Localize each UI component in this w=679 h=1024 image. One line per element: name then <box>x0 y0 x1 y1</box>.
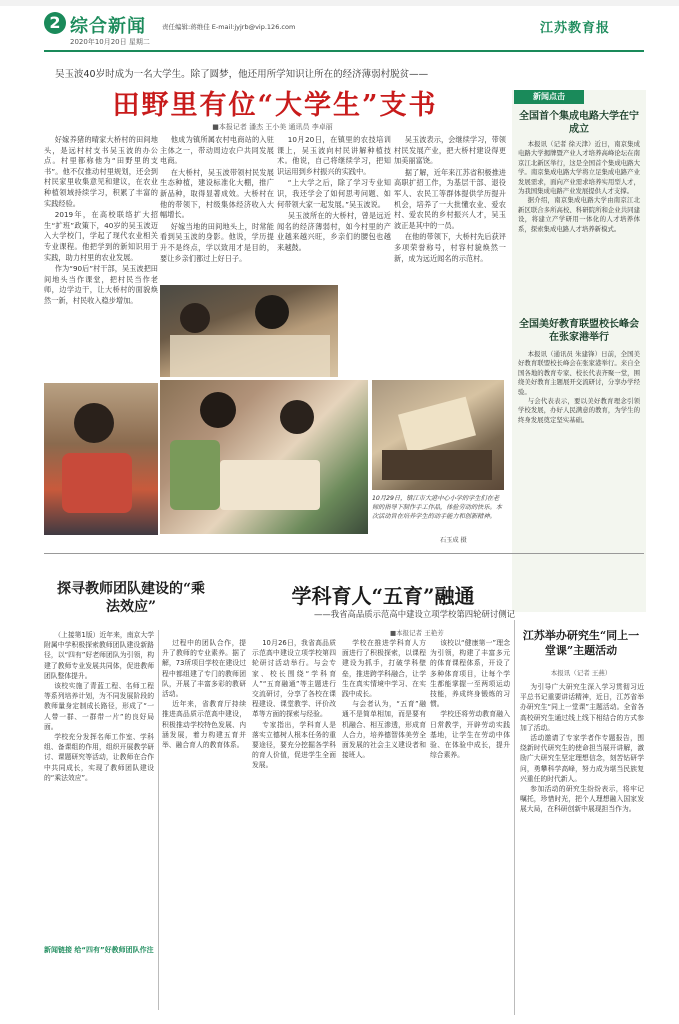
bottom-center-column-4 <box>430 638 510 1013</box>
editor-info: 责任编辑:蒋维佳 E-mail:jyjrb@vip.126.com <box>162 23 296 31</box>
article-column-1 <box>44 135 158 380</box>
paragraph: 学校还将劳动教育融入日常教学，开辟劳动实践基地，让学生在劳动中体验、在体验中成长，提升综合素养。 <box>430 710 510 760</box>
article-subtitle: 吴玉波40岁时成为一名大学生。除了圆梦，他还用所学知识让所在的经济薄弱村脱贫—— <box>55 69 429 80</box>
paragraph: 好嫁当地的田间地头上，时常能看到吴玉波的身影。他说，学历提升不是终点，学以致用才是目的，要让乡亲们都过上好日子。 <box>160 221 274 263</box>
paragraph: 作为“90后”村干部，吴玉波把田间地头当作课堂，把村民当作老师，边学边干，让大桥村的面貌焕然一新，村民收入稳步增加。 <box>44 264 158 305</box>
paragraph: 学校充分发挥名师工作室、学科组、备课组的作用，组织开展教学研讨、课题研究等活动，让教师在合作中共同成长，实现了教师团队建设的“乘法效应”。 <box>44 733 154 782</box>
photo-handcraft-class <box>160 380 368 534</box>
article-byline: ■本报记者 潘杰 王小美 通讯员 李卓丽 <box>212 123 333 131</box>
column-rule <box>514 620 515 1015</box>
paragraph: 据介绍，南京集成电路大学由南京江北新区联合多所高校、科研院所和企业共同建设，将建立产学研用一体化的人才培养体系，探索集成电路人才培养新模式。 <box>518 196 640 233</box>
paragraph: 本报讯（记者 徐天津）近日，南京集成电路大学揭牌暨产业人才培养高峰论坛在南京江北新区举行，这是全国首个集成电路大学。南京集成电路大学将立足集成电路产业发展需求，面向产业需求培养实用型人才，为我国集成电路产业发展提供人才支撑。 <box>518 140 640 196</box>
paragraph: 近年来，省教育厅持续推进高品质示范高中建设，积极推动学校特色发展、内涵发展，着力构建五育并举、融合育人的教育体系。 <box>162 700 246 750</box>
paragraph: （上接第1版）近年来，南京大学附属中学积极探索教师团队建设新路径，以“四有”好老师团队为引领，构建了教师专业发展共同体，促进教师团队整体提升。 <box>44 631 154 680</box>
sidebar-body-2 <box>518 350 640 605</box>
bottom-center-headline: 学科育人“五育”融通 <box>291 584 475 608</box>
bottom-right-headline: 江苏举办研究生“同上一堂课”主题活动 <box>522 629 640 657</box>
paragraph: 活动邀请了专家学者作专题报告，围绕新时代研究生的使命担当展开讲解，激励广大研究生坚定理想信念，刻苦钻研学问，勇攀科学高峰，努力成为堪当民族复兴重任的时代新人。 <box>520 734 644 783</box>
sidebar-tag: 新闻点击 <box>514 90 584 104</box>
section-divider <box>44 553 644 554</box>
paragraph: 吴玉波所在的大桥村，曾是远近闻名的经济薄弱村，如今村里的产业越来越兴旺，乡亲们的腰包也越来越鼓。 <box>277 211 391 252</box>
paragraph: 本报讯（通讯员 朱建锋）日前，全国美好教育联盟校长峰会在张家港举行。来自全国各地的教育专家、校长代表齐聚一堂，围绕美好教育主题展开交流研讨，分享办学经验。 <box>518 350 640 396</box>
paragraph: 好嫁养猪的晴家大桥村的田间地头，是远村村支书吴玉波的办公点。村里都称他为“田野里的支书”。他不仅推动村里规划，还会到村民家里收集意见和建议，在农业种植领域持续学习，积累了丰富的实践经验。 <box>44 135 158 208</box>
paragraph: 专家指出，学科育人是落实立德树人根本任务的重要途径，要充分挖掘各学科的育人价值，促进学生全面发展。 <box>252 720 336 770</box>
paragraph: 过程中的团队合作，提升了教师的专业素养。据了解，73所项目学校在建设过程中都组建了专门的教师团队，开展了丰富多彩的教研活动。 <box>162 639 246 699</box>
bottom-center-byline: ■本报记者 王艳芳 <box>390 629 444 637</box>
photo-caption: 10月29日，镇江市大港中心小学的学生们在老师的指导下制作手工作品，体验劳动的快乐。本次活动旨在培养学生的动手能力和创新精神。 <box>372 495 502 520</box>
paragraph: 在他的带领下，大桥村先后获评多项荣誉称号，村容村貌焕然一新，成为远近闻名的示范村。 <box>394 232 506 263</box>
issue-date: 2020年10月20日 星期二 <box>70 38 150 46</box>
bottom-center-column-3 <box>342 638 426 1013</box>
photo-craft-closeup <box>372 380 504 490</box>
paragraph: 参加活动的研究生纷纷表示，将牢记嘱托，珍惜时光，把个人理想融入国家发展大局，在科研创新中展现担当作为。 <box>520 785 644 814</box>
header-bar <box>0 0 679 6</box>
newspaper-logo: 江苏教育报 <box>540 21 611 36</box>
paragraph: 学校在推进学科育人方面进行了积极探索，以课程建设为抓手，打破学科壁垒，推进跨学科融合，让学生在真实情境中学习、在实践中成长。 <box>342 639 426 699</box>
section-title: 综合新闻 <box>70 16 146 37</box>
article-column-3 <box>277 135 391 283</box>
article-column-2 <box>160 135 274 283</box>
photo-credit: 石玉成 摄 <box>440 537 467 544</box>
paragraph: 吴玉波表示，会继续学习，带领村民发展产业，把大桥村建设得更加美丽富饶。 <box>394 135 506 166</box>
paragraph: 2019年，在高校联络扩大招生“扩班”政策下，40岁的吴玉波迈入大学校门，学起了现代农业相关专业课程。他把学到的新知识用于实践，助力村里的农业发展。 <box>44 210 158 262</box>
page-number-badge: 2 <box>44 12 66 34</box>
sidebar-headline-2: 全国美好教育联盟校长峰会在张家港举行 <box>519 319 639 343</box>
paragraph: 该校实施了青蓝工程、名师工程等系列培养计划，为不同发展阶段的教师量身定制成长路径，形成了“一人带一群、一群带一片”的良好局面。 <box>44 682 154 731</box>
paragraph: 10月26日，我省高品质示范高中建设立项学校第四轮研讨活动举行。与会专家、校长围绕“学科育人”“五育融通”等主题进行交流研讨，分享了各校在课程建设、课堂教学、评价改革等方面的探索与经验。 <box>252 639 336 719</box>
photo-child-with-teacher <box>44 383 158 535</box>
bottom-center-column-1 <box>162 638 246 1013</box>
bottom-center-column-2 <box>252 638 336 1013</box>
paragraph: 10月20日，在镇里的农技培训课上，吴玉波向村民讲解种植技术。他说，自己将继续学习，把知识运用到乡村振兴的实践中。 <box>277 135 391 176</box>
paragraph: “上大学之后，除了学习专业知识，我还学会了如何思考问题、如何带领大家一起发展。”吴玉波说。 <box>277 178 391 209</box>
paragraph: 据了解，近年来江苏省积极推进高职扩招工作，为基层干部、退役军人、农民工等群体提供学历提升机会，培养了一大批懂农业、爱农村、爱农民的乡村振兴人才，吴玉波正是其中的一员。 <box>394 167 506 230</box>
paragraph: 该校以“健康第一”理念为引领，构建了丰富多元的体育课程体系，开设了多种体育项目，让每个学生都能掌握一至两项运动技能，养成终身锻炼的习惯。 <box>430 639 510 709</box>
photo-students-writing <box>160 285 338 377</box>
article-title: 田野里有位“大学生”支书 <box>112 90 438 121</box>
bottom-left-column <box>44 630 154 940</box>
bottom-left-headline: 探寻教师团队建设的“乘法效应” <box>56 581 206 615</box>
news-link-label: 新闻链接 给“四有”好教师团队作注 <box>44 946 154 954</box>
sidebar-headline-1: 全国首个集成电路大学在宁成立 <box>519 111 639 135</box>
paragraph: 在大桥村，吴玉波带领村民发展生态种植，建设标准化大棚，推广新品种，取得显著成效。大桥村在他的带领下，村级集体经济收入大幅增长。 <box>160 167 274 220</box>
paragraph: 他成为镇所属农村电商站的入驻主体之一，带动周边农户共同发展电商。 <box>160 135 274 166</box>
bottom-right-column <box>520 682 644 1012</box>
column-rule <box>158 630 159 1010</box>
paragraph: 为引导广大研究生深入学习贯彻习近平总书记重要讲话精神，近日，江苏省举办研究生“同上一堂课”主题活动。全省各高校研究生通过线上线下相结合的方式参加了活动。 <box>520 683 644 732</box>
paragraph: 与会代表表示，要以美好教育理念引领学校发展，办好人民满意的教育，为学生的终身发展奠定坚实基础。 <box>518 397 640 424</box>
paragraph: 与会者认为，“五育”融通不是简单相加，而是要有机融合、相互渗透，形成育人合力，培养德智体美劳全面发展的社会主义建设者和接班人。 <box>342 700 426 760</box>
sidebar-body-1 <box>518 140 640 312</box>
bottom-center-subtitle: ——我省高品质示范高中建设立项学校第四轮研讨侧记 <box>314 609 515 619</box>
bottom-right-byline: 本报讯（记者 王燕） <box>550 669 612 677</box>
header-rule <box>44 50 644 52</box>
article-column-4 <box>394 135 506 375</box>
